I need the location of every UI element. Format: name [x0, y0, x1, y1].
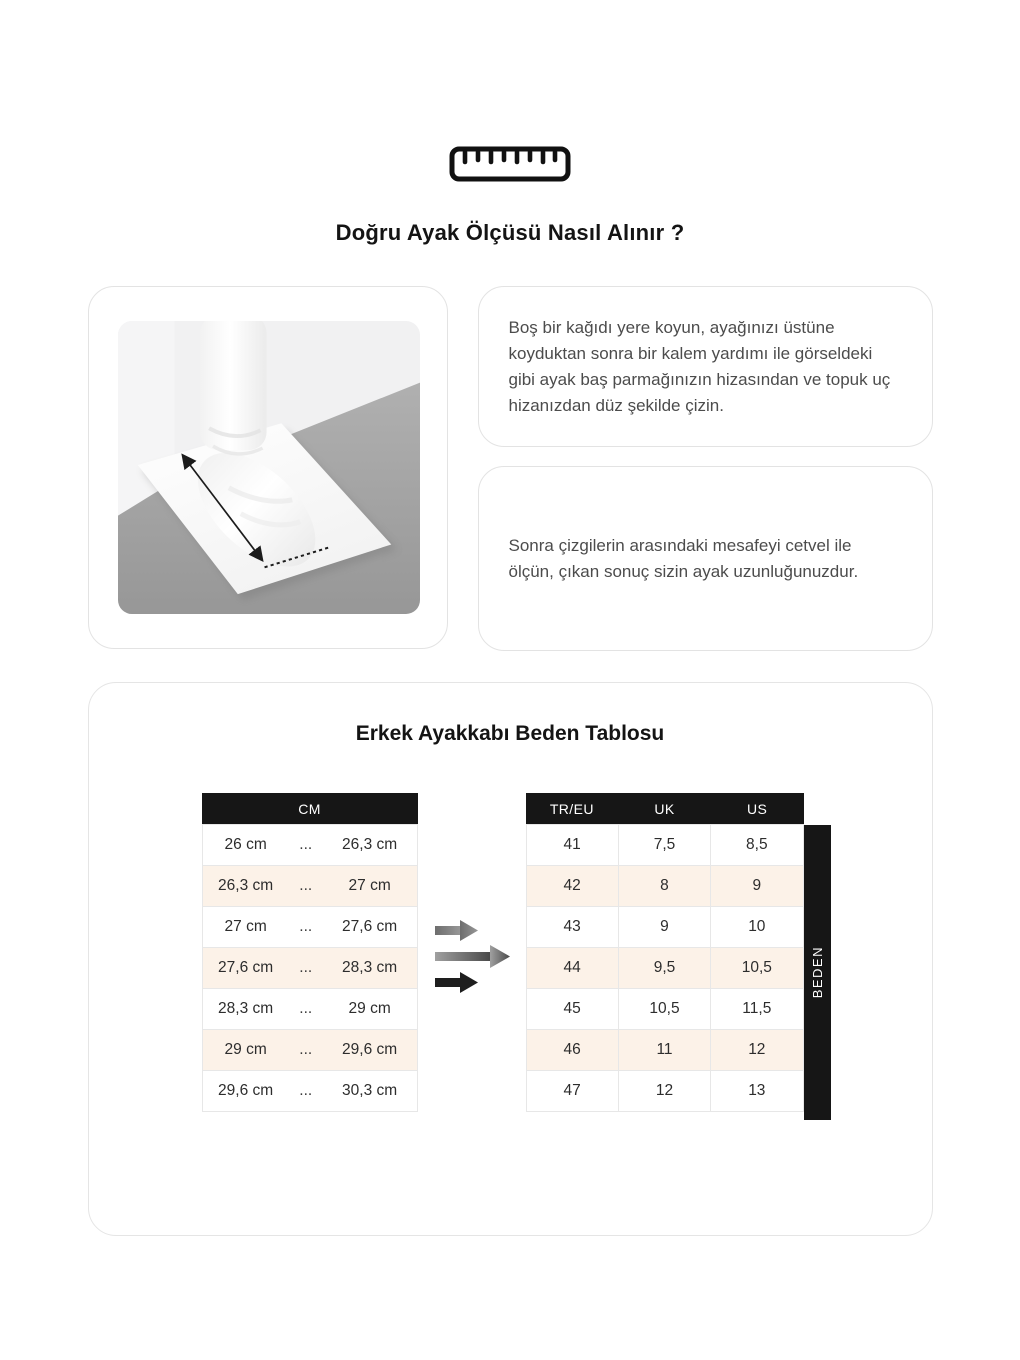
page-title: Doğru Ayak Ölçüsü Nasıl Alınır ?	[335, 220, 685, 245]
foot-measurement-card	[88, 286, 448, 649]
us-value: 12	[748, 1041, 766, 1058]
cm-to-value: 27 cm	[348, 877, 391, 894]
cm-from-value: 29,6 cm	[218, 1082, 274, 1099]
treu-value: 43	[527, 907, 619, 947]
uk-value: 9	[619, 907, 711, 947]
cm-to-value: 26,3 cm	[342, 836, 398, 853]
size-table-section	[88, 682, 933, 1236]
eu-table-header-us: US	[747, 801, 768, 817]
treu-value: 45	[527, 989, 619, 1029]
us-value: 10	[748, 918, 766, 935]
uk-value: 11	[619, 1030, 711, 1070]
cm-separator: ...	[299, 959, 313, 976]
instruction-card-2	[478, 466, 933, 651]
cm-table-row	[202, 865, 418, 907]
cm-separator: ...	[299, 877, 313, 894]
cm-from-value: 28,3 cm	[218, 1000, 274, 1017]
foot-measurement-image	[118, 321, 420, 614]
treu-value: 42	[527, 866, 619, 906]
treu-value: 44	[527, 948, 619, 988]
cm-to-value: 29,6 cm	[342, 1041, 398, 1058]
instruction-step-2-text: Sonra çizgilerin arasındaki mesafeyi cetvel ile ölçün, çıkan sonuç sizin ayak uzunluğunuzdur.	[508, 535, 859, 581]
instruction-cards	[478, 286, 933, 651]
cm-separator: ...	[299, 1041, 313, 1058]
cm-separator: ...	[299, 1082, 313, 1099]
uk-value: 12	[619, 1071, 711, 1111]
transfer-arrows-icon	[433, 918, 513, 996]
eu-table	[526, 793, 804, 1112]
us-value: 13	[748, 1082, 766, 1099]
uk-value: 7,5	[619, 825, 711, 865]
eu-table-row	[526, 865, 804, 907]
cm-from-value: 27 cm	[224, 918, 267, 935]
instruction-step-1-text: Boş bir kağıdı yere koyun, ayağınızı üstüne koyduktan sonra bir kalem yardımı ile görseldeki gibi ayak baş parmağınızın hizasından ve topuk uç hizanızdan düz şekilde çizin.	[508, 317, 891, 415]
uk-value: 8	[619, 866, 711, 906]
cm-table-row	[202, 947, 418, 989]
ruler-icon-wrap	[88, 146, 933, 182]
instruction-card-1	[478, 286, 933, 447]
size-tables	[202, 793, 932, 1112]
cm-to-value: 28,3 cm	[342, 959, 398, 976]
cm-from-value: 29 cm	[224, 1041, 267, 1058]
us-value: 11,5	[742, 1000, 772, 1017]
cm-table-header: CM	[202, 793, 418, 825]
us-value: 9	[752, 877, 762, 894]
foot-on-paper-illustration	[118, 321, 420, 614]
cm-separator: ...	[299, 918, 313, 935]
treu-value: 41	[527, 825, 619, 865]
eu-table-row	[526, 1029, 804, 1071]
eu-table-row	[526, 947, 804, 989]
howto-section	[88, 286, 933, 651]
cm-separator: ...	[299, 836, 313, 853]
ruler-icon	[449, 146, 571, 182]
size-guide-page	[88, 0, 933, 1236]
eu-table-header-uk: UK	[654, 801, 675, 817]
eu-table-row	[526, 988, 804, 1030]
eu-table-rows	[526, 824, 804, 1112]
cm-table-row	[202, 906, 418, 948]
cm-table-row	[202, 1070, 418, 1112]
cm-table-row	[202, 824, 418, 866]
eu-table-wrap	[526, 793, 825, 1112]
uk-value: 9,5	[619, 948, 711, 988]
cm-to-value: 29 cm	[348, 1000, 391, 1017]
cm-to-value: 30,3 cm	[342, 1082, 398, 1099]
cm-from-value: 26,3 cm	[218, 877, 274, 894]
cm-table	[202, 793, 418, 1112]
us-value: 8,5	[746, 836, 768, 853]
eu-table-header	[526, 793, 804, 825]
beden-bar	[804, 825, 831, 1120]
eu-table-row	[526, 906, 804, 948]
treu-value: 47	[527, 1071, 619, 1111]
cm-from-value: 26 cm	[224, 836, 267, 853]
cm-table-rows	[202, 824, 418, 1112]
us-value: 10,5	[741, 959, 772, 976]
uk-value: 10,5	[619, 989, 711, 1029]
beden-label: BEDEN	[809, 946, 825, 999]
eu-table-row	[526, 824, 804, 866]
size-table-title: Erkek Ayakkabı Beden Tablosu	[355, 722, 665, 745]
cm-table-row	[202, 988, 418, 1030]
cm-separator: ...	[299, 1000, 313, 1017]
cm-from-value: 27,6 cm	[218, 959, 274, 976]
cm-to-value: 27,6 cm	[342, 918, 398, 935]
eu-table-row	[526, 1070, 804, 1112]
cm-table-row	[202, 1029, 418, 1071]
eu-table-header-treu: TR/EU	[549, 801, 594, 817]
treu-value: 46	[527, 1030, 619, 1070]
